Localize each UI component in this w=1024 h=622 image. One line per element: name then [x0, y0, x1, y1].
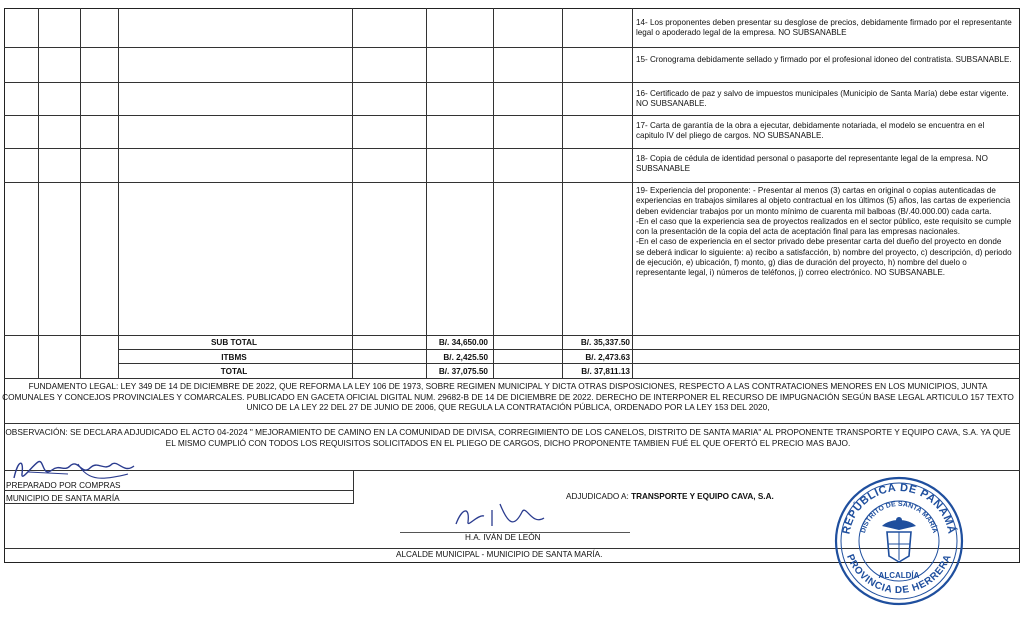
svg-text:DISTRITO DE SANTA MARÍA: DISTRITO DE SANTA MARÍA	[859, 500, 939, 535]
subtotal-amount-1: B/. 34,650.00	[438, 338, 488, 347]
awarded-label: ADJUDICADO A:	[566, 492, 629, 501]
row-divider	[4, 115, 1020, 116]
row-divider	[4, 423, 1020, 424]
row-divider	[118, 363, 1020, 364]
requirement-17: 17- Carta de garantía de la obra a ejecutar, debidamente notariada, el modelo se encuentra en el capitulo IV del pliego de cargos. NO SUBSANABLE.	[636, 121, 985, 141]
total-amount-2: B/. 37,811.13	[581, 367, 630, 376]
row-divider	[4, 503, 354, 504]
requirement-18: 18- Copia de cédula de identidad personal o pasaporte del representante legal de la empresa. NO SUBSANABLE	[636, 154, 988, 174]
col-divider	[118, 8, 119, 378]
official-stamp	[832, 474, 966, 608]
requirement-19: 19- Experiencia del proponente: - Presentar al menos (3) cartas en original o copias autenticadas de experiencias en trabajos similares al objeto contractual en los últimos (5) años, las cartas de experiencia deben evidenciar trabajos por un monto mínimo de cuarenta mil balboas (B/.40.000.00) cada carta. -En el caso que la experiencia sea de proyectos realizados en el sector público, este requisito se cumple con la presentación de la copia del acta de aceptación final para las empresas nacionales. -En el caso de experiencia en el sector privado debe presentar carta del dueño del proyecto en donde se deberá indicar lo siguiente: a) recibo a satisfacción, b) nombre del proyecto, c) descripción, d) periodo de ejecución, e) ubicación, f) monto, g) dias de duración del proyecto, h) nombre del duelo o representante legal, i) números de teléfonos, j) correo electrónico. NO SUBSANABLE.	[636, 186, 1012, 278]
col-divider	[493, 8, 494, 378]
col-divider	[352, 8, 353, 378]
awarded-company: TRANSPORTE Y EQUIPO CAVA, S.A.	[631, 492, 774, 501]
requirement-14: 14- Los proponentes deben presentar su desglose de precios, debidamente firmado por el representante legal o apoderado legal de la empresa. NO SUBSANABLE	[636, 18, 1012, 38]
svg-text:REPÚBLICA DE PANAMÁ: REPÚBLICA DE PANAMÁ	[840, 481, 958, 536]
col-divider	[426, 8, 427, 378]
row-divider	[4, 490, 354, 491]
legal-basis-text: FUNDAMENTO LEGAL: LEY 349 DE 14 DE DICIEMBRE DE 2022, QUE REFORMA LA LEY 106 DE 1973, SOBRE REGIMEN MUNICIPAL Y DICTA OTRAS DISPOSICIONES, RESPECTO A LAS CONTRATACIONES MENORES EN LOS MUNICIPIOS, JUNTA COMUNALES Y CONCEJOS PROVINCIALES Y COMARCALES. PUBLICADO EN GACETA OFICIAL DIGITAL NUM. 29682-B DE 14 DE DICIEMBRE DE 2022. DERECHO DE INTERPONER EL RECURSO DE IMPUGNACIÓN SEGÚN BASE LEGAL ARTICULO 157 TEXTO UNICO DE LA LEY 22 DEL 27 DE JUNIO DE 2006, QUE REGULA LA CONTRATACIÓN PÚBLICA, ORDENADO POR LA LEY 153 DEL 2020,	[2, 381, 1014, 412]
observation-text: OBSERVACIÓN: SE DECLARA ADJUDICADO EL ACTO 04-2024 " MEJORAMIENTO DE CAMINO EN LA COMUNIDAD DE DIVISA, CORREGIMIENTO DE LOS CANELOS, DISTRITO DE SANTA MARIA" AL PROPONENTE TRANSPORTE Y EQUIPO CAVA, S.A. YA QUE EL MISMO CUMPLIÓ CON TODOS LOS REQUISITOS SOLICITADOS EN EL PLIEGO DE CARGOS, DICHO PROPONENTE TAMBIEN FUÉ EL QUE OFERTÓ EL PRECIO MAS BAJO.	[5, 427, 1011, 448]
mayor-title: ALCALDE MUNICIPAL - MUNICIPIO DE SANTA MARÍA.	[396, 550, 603, 559]
total-label: TOTAL	[220, 367, 248, 376]
subtotal-amount-2: B/. 35,337.50	[580, 338, 630, 347]
row-divider	[4, 82, 1020, 83]
row-divider	[4, 470, 1020, 471]
municipality-label: MUNICIPIO DE SANTA MARÍA	[6, 494, 120, 503]
row-divider	[4, 182, 1020, 183]
itbms-amount-2: B/. 2,473.63	[585, 353, 630, 362]
row-divider	[4, 335, 1020, 336]
svg-text:ALCALDÍA: ALCALDÍA	[878, 571, 920, 580]
itbms-amount-1: B/. 2,425.50	[443, 353, 488, 362]
subtotal-label: SUB TOTAL	[210, 338, 258, 347]
col-divider	[562, 8, 563, 378]
awarded-to	[566, 492, 774, 501]
col-divider	[80, 8, 81, 378]
row-divider	[4, 378, 1020, 379]
row-divider	[4, 47, 1020, 48]
row-divider	[118, 349, 1020, 350]
mayor-name: H.A. IVÁN DE LEÓN	[465, 533, 541, 542]
svg-text:PROVINCIA DE HERRERA: PROVINCIA DE HERRERA	[844, 552, 954, 597]
requirement-15: 15- Cronograma debidamente sellado y firmado por el profesional idoneo del contratista. SUBSANABLE.	[636, 55, 1012, 64]
col-divider	[38, 8, 39, 378]
signature-mayor	[448, 498, 558, 532]
requirement-16: 16- Certificado de paz y salvo de impuestos municipales (Municipio de Santa María) debe estar vigente. NO SUBSANABLE.	[636, 89, 1009, 109]
itbms-label: ITBMS	[221, 353, 247, 362]
prepared-by-label: PREPARADO POR COMPRAS	[6, 481, 121, 490]
col-divider	[353, 470, 354, 503]
total-amount-1: B/. 37,075.50	[438, 367, 488, 376]
row-divider	[4, 148, 1020, 149]
